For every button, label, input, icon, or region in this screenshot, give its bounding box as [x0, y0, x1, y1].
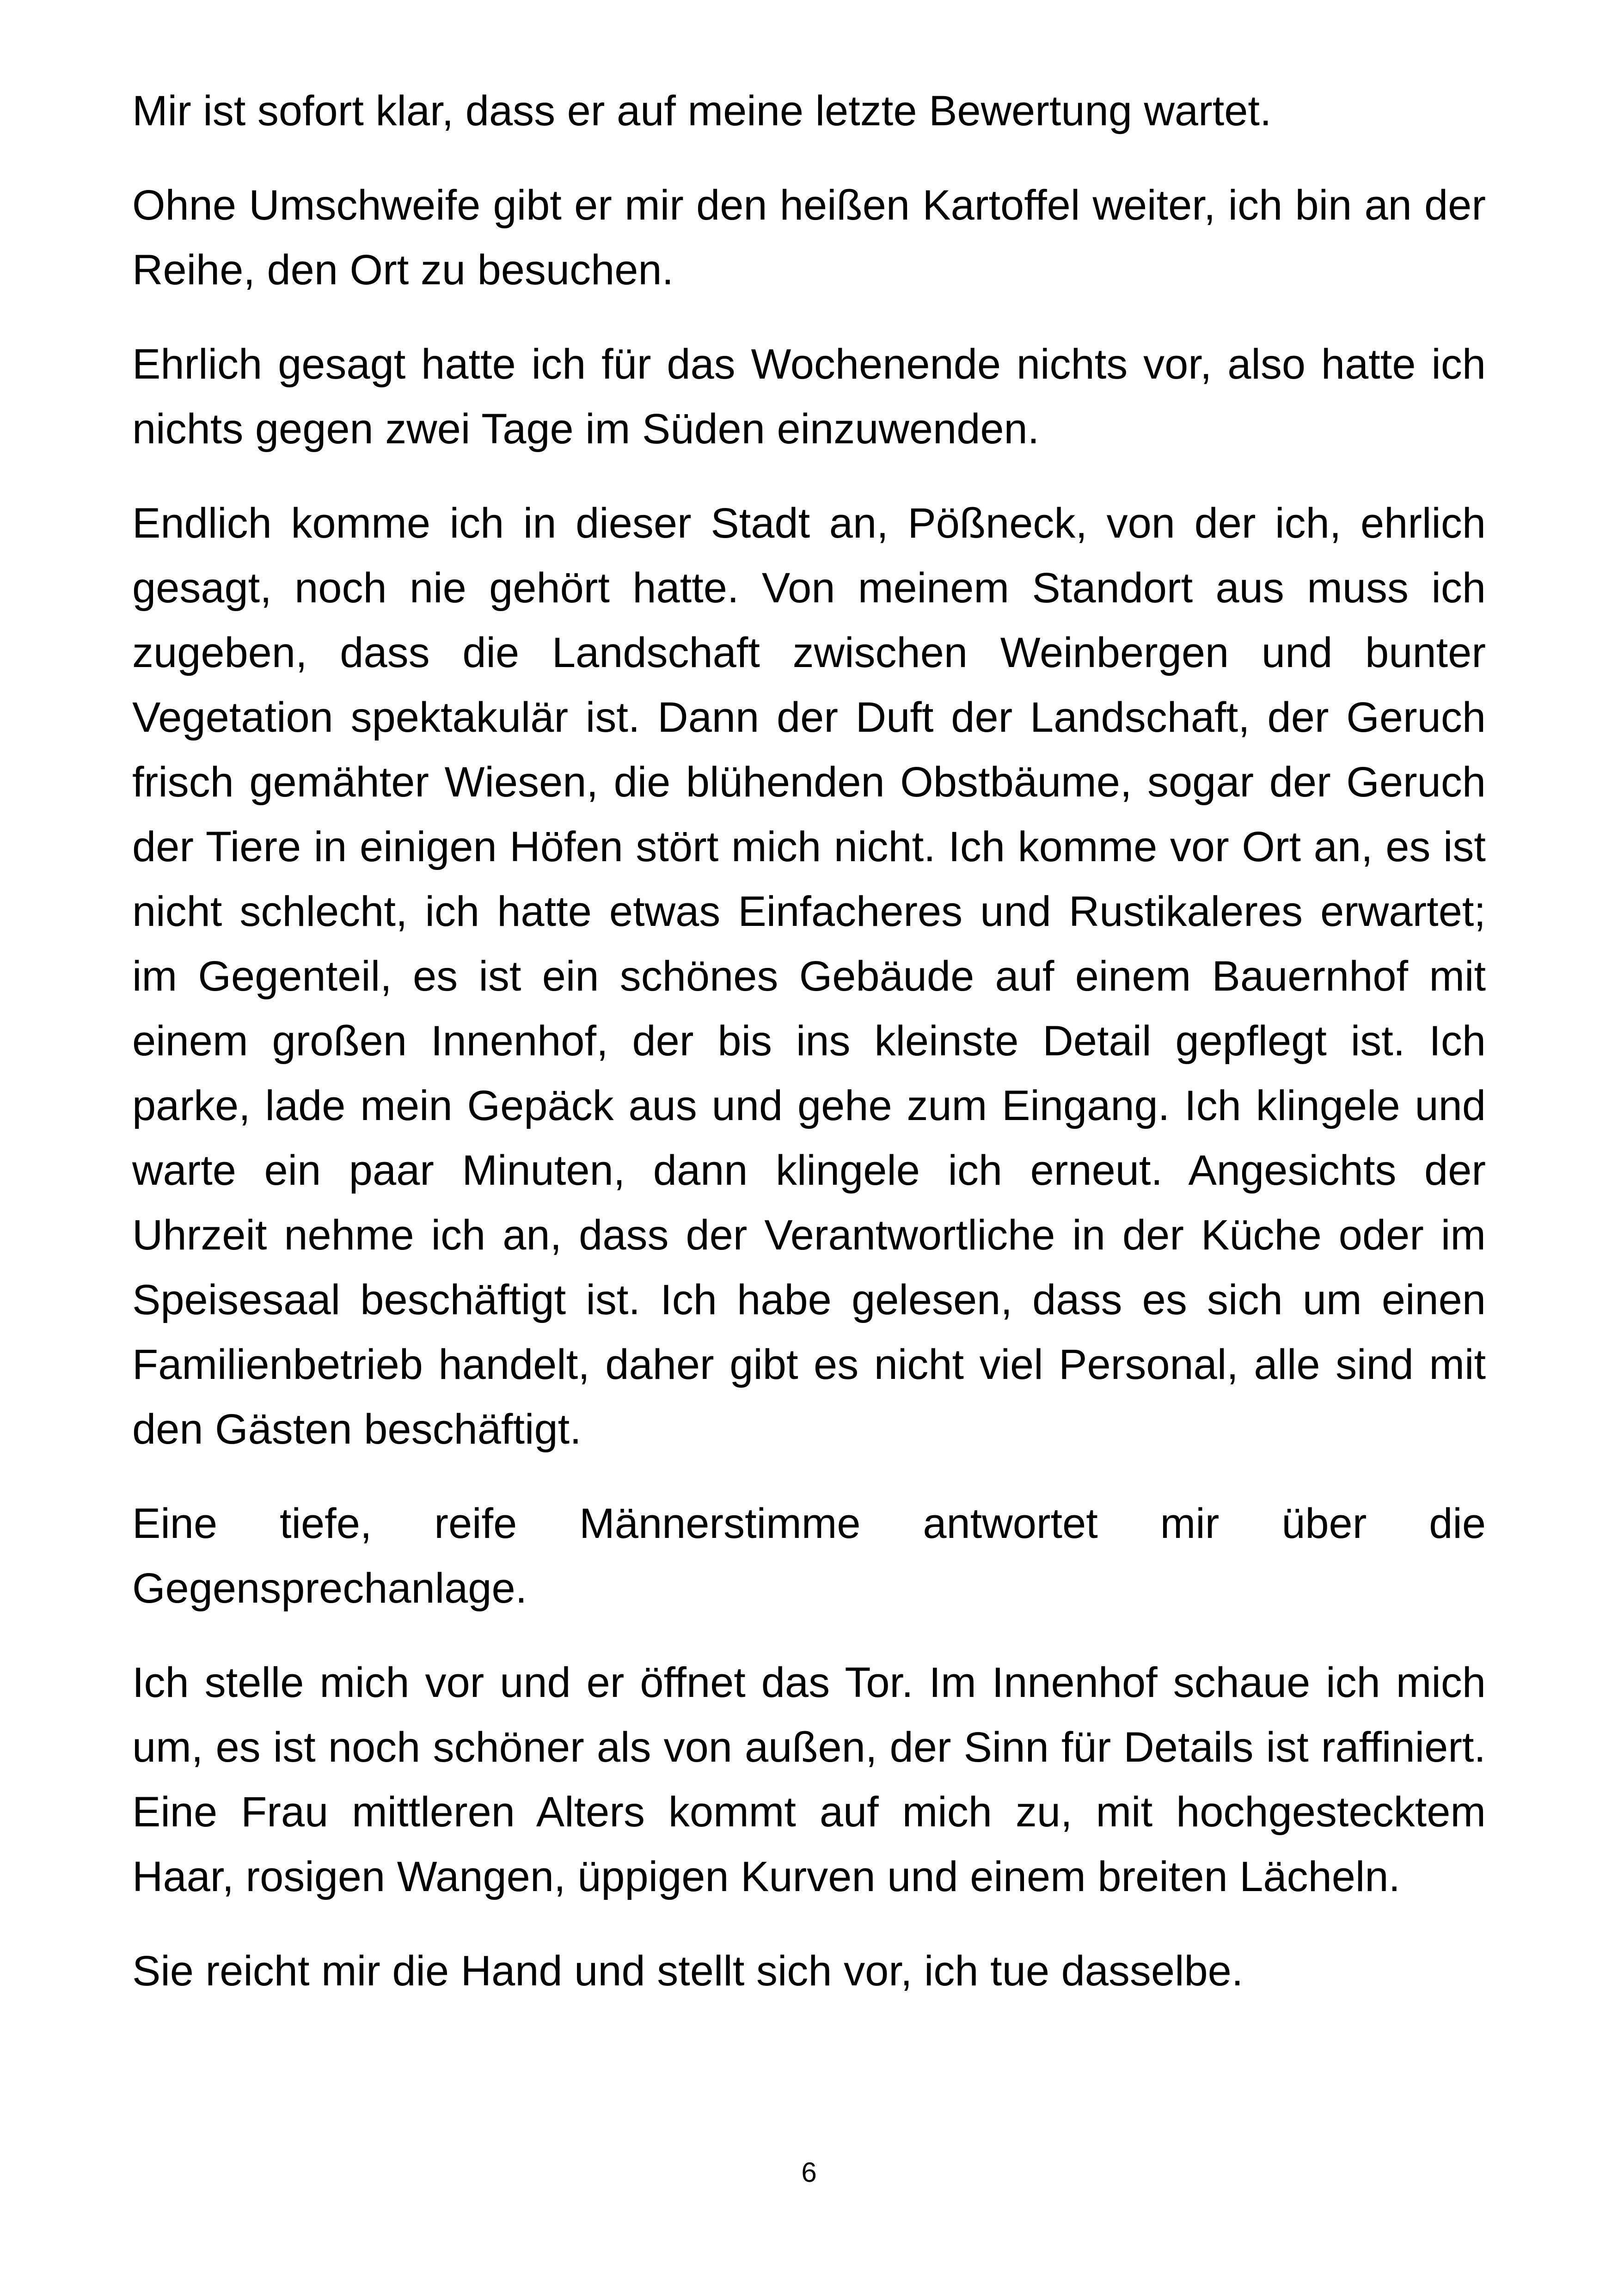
paragraph-4: Endlich komme ich in dieser Stadt an, Pößneck, von der ich, ehrlich gesagt, noch nie gehört hatte. Von meinem Standort aus muss ich zugeben, dass die Landschaft zwischen Weinbergen und bunter Vegetation spektakulär ist. Dann der Duft der Landschaft, der Geruch frisch gemähter Wiesen, die blühenden Obstbäume, sogar der Geruch der Tiere in einigen Höfen stört mich nicht. Ich komme vor Ort an, es ist nicht schlecht, ich hatte etwas Einfacheres und Rustikaleres erwartet; im Gegenteil, es ist ein schönes Gebäude auf einem Bauernhof mit einem großen Innenhof, der bis ins kleinste Detail gepflegt ist. Ich parke, lade mein Gepäck aus und gehe zum Eingang. Ich klingele und warte ein paar Minuten, dann klingele ich erneut. Angesichts der Uhrzeit nehme ich an, dass der Verantwortliche in der Küche oder im Speisesaal beschäftigt ist. Ich habe gelesen, dass es sich um einen Familienbetrieb handelt, daher gibt es nicht viel Personal, alle sind mit den Gästen beschäftigt. — [132, 500, 1486, 1453]
paragraph-7: Sie reicht mir die Hand und stellt sich vor, ich tue dasselbe. — [132, 1947, 1244, 1995]
paragraph-6: Ich stelle mich vor und er öffnet das Tor. Im Innenhof schaue ich mich um, es ist noch schöner als von außen, der Sinn für Details ist raffiniert. Eine Frau mittleren Alters kommt auf mich zu, mit hochgestecktem Haar, rosigen Wangen, üppigen Kurven und einem breiten Lächeln. — [132, 1659, 1486, 1900]
page-number: 6 — [801, 2157, 817, 2188]
document-body — [132, 79, 1486, 2033]
paragraph-2: Ohne Umschweife gibt er mir den heißen Kartoffel weiter, ich bin an der Reihe, den Ort zu besuchen. — [132, 182, 1486, 294]
paragraph-1: Mir ist sofort klar, dass er auf meine letzte Bewertung wartet. — [132, 87, 1272, 135]
paragraph-5: Eine tiefe, reife Männerstimme antwortet mir über die Gegensprechanlage. — [132, 1500, 1486, 1612]
paragraph-3: Ehrlich gesagt hatte ich für das Wochenende nichts vor, also hatte ich nichts gegen zwei Tage im Süden einzuwenden. — [132, 341, 1486, 453]
